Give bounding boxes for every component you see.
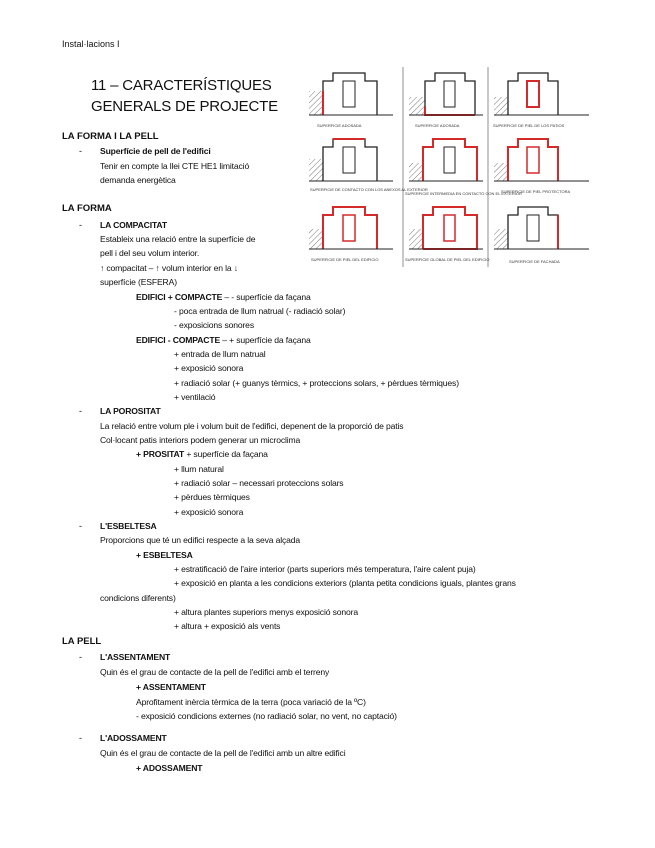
text-line bbox=[136, 335, 311, 345]
text-line: - exposició condicions externes (no radiació solar, no vent, no captació) bbox=[136, 711, 397, 721]
document-header: Instal·lacions I bbox=[62, 39, 120, 49]
text-line: + altura + exposició als vents bbox=[174, 621, 281, 631]
text-line: + altura plantes superiors menys exposició sonora bbox=[174, 607, 358, 617]
diagram-3 bbox=[494, 73, 589, 115]
text-line: + exposició sonora bbox=[174, 507, 244, 517]
text-line bbox=[136, 449, 268, 459]
caption-9: SUPERFICIE DE FACHADA bbox=[509, 259, 560, 264]
diagram-2 bbox=[409, 73, 483, 115]
diagram-4 bbox=[309, 139, 393, 181]
text-line: Proporcions que té un edifici respecte a la seva alçada bbox=[100, 535, 301, 545]
text-line: Estableix una relació entre la superfície de bbox=[100, 234, 256, 244]
caption-7: SUPERFICIE DE PIEL DEL EDIFICIO bbox=[311, 257, 379, 262]
caption-4: SUPERFICIE DE CONTACTO CON LOS ANEXOS AL EXTERIOR bbox=[310, 187, 428, 192]
subheading-porositat: LA POROSITAT bbox=[100, 406, 161, 416]
emphasis: + PROSITAT bbox=[136, 449, 185, 459]
subheading-compacitat: LA COMPACITAT bbox=[100, 220, 167, 230]
text-line: - exposicions sonores bbox=[174, 320, 254, 330]
text-line: Col·locant patis interiors podem generar un microclima bbox=[100, 435, 301, 445]
text-line: Quin és el grau de contacte de la pell de l'edifici amb un altre edifici bbox=[100, 748, 346, 758]
subheading-superficie: Superfície de pell de l'edifici bbox=[100, 146, 211, 156]
diagram-9 bbox=[494, 207, 589, 249]
text-line: Tenir en compte la llei CTE HE1 limitació bbox=[100, 161, 250, 171]
section-forma: LA FORMA bbox=[62, 203, 112, 214]
text-line: + llum natural bbox=[174, 464, 224, 474]
bullet-dash: - bbox=[79, 406, 82, 416]
text-span: + superfície da façana bbox=[184, 449, 268, 459]
diagram-5 bbox=[409, 139, 483, 181]
text-span: – - superfície da façana bbox=[222, 292, 311, 302]
text-line: Aprofitament inèrcia tèrmica de la terra (poca variació de la ºC) bbox=[136, 697, 366, 707]
section-forma-pell: LA FORMA I LA PELL bbox=[62, 131, 159, 142]
subheading-esbeltesa: L'ESBELTESA bbox=[100, 521, 157, 531]
text-line: ↑ compacitat – ↑ volum interior en la ↓ bbox=[100, 263, 238, 273]
page-title-line-2: GENERALS DE PROJECTE bbox=[91, 98, 278, 115]
text-line: Quin és el grau de contacte de la pell de l'edifici amb el terreny bbox=[100, 667, 330, 677]
text-line: + ADOSSAMENT bbox=[136, 763, 203, 773]
caption-2: SUPERFICIE ADOSADA bbox=[415, 123, 460, 128]
diagram-6 bbox=[494, 139, 589, 181]
text-line: superfície (ESFERA) bbox=[100, 277, 177, 287]
diagram-8 bbox=[409, 207, 483, 249]
page-title-line-1: 11 – CARACTERÍSTIQUES bbox=[91, 77, 272, 94]
caption-8: SUPERFICIE GLOBAL DE PIEL DEL EDIFICIO bbox=[405, 257, 490, 262]
emphasis: EDIFICI + COMPACTE bbox=[136, 292, 223, 302]
subheading-adossament: L'ADOSSAMENT bbox=[100, 733, 167, 743]
bullet-dash: - bbox=[79, 521, 82, 531]
caption-3: SUPERFICIE DE PIEL DE LOS PATIOS bbox=[493, 123, 565, 128]
emphasis: EDIFICI - COMPACTE bbox=[136, 335, 221, 345]
text-line: + exposició sonora bbox=[174, 363, 244, 373]
text-line: + ESBELTESA bbox=[136, 550, 193, 560]
diagram-1 bbox=[309, 73, 393, 115]
caption-6: SUPERFICIE DE PIEL PROTECTORA bbox=[501, 189, 571, 194]
text-line: + ventilació bbox=[174, 392, 216, 402]
bullet-dash: - bbox=[79, 733, 82, 743]
bullet-dash: - bbox=[79, 220, 82, 230]
caption-1: SUPERFICIE ADOSADA bbox=[317, 123, 362, 128]
caption-5: SUPERFICIE INTERMEDIA EN CONTACTO CON EL EXTERIOR bbox=[405, 191, 522, 196]
text-line: + radiació solar (+ guanys tèrmics, + proteccions solars, + pèrdues tèrmiques) bbox=[174, 378, 459, 388]
text-line: demanda energètica bbox=[100, 175, 176, 185]
text-line: pell i del seu volum interior. bbox=[100, 248, 200, 258]
text-line: condicions diferents) bbox=[100, 593, 176, 603]
text-line: + exposició en planta a les condicions exteriors (planta petita condicions iguals, plantes grans bbox=[174, 578, 516, 588]
text-line: + entrada de llum natrual bbox=[174, 349, 266, 359]
text-line: La relació entre volum ple i volum buit de l'edifici, depenent de la proporció de patis bbox=[100, 421, 404, 431]
text-line: - poca entrada de llum natrual (- radiació solar) bbox=[174, 306, 346, 316]
diagram-7 bbox=[309, 207, 393, 249]
building-skin-diagrams bbox=[305, 67, 594, 267]
text-line: + estratificació de l'aire interior (parts superiors més temperatura, l'aire calent puja) bbox=[174, 564, 476, 574]
text-span: – + superfície da façana bbox=[220, 335, 311, 345]
section-pell: LA PELL bbox=[62, 636, 102, 647]
text-line bbox=[136, 292, 311, 302]
text-line: + radiació solar – necessari proteccions solars bbox=[174, 478, 344, 488]
text-line: + ASSENTAMENT bbox=[136, 682, 206, 692]
text-line: + pèrdues tèrmiques bbox=[174, 492, 250, 502]
bullet-dash: - bbox=[79, 146, 82, 156]
subheading-assentament: L'ASSENTAMENT bbox=[100, 652, 171, 662]
bullet-dash: - bbox=[79, 652, 82, 662]
